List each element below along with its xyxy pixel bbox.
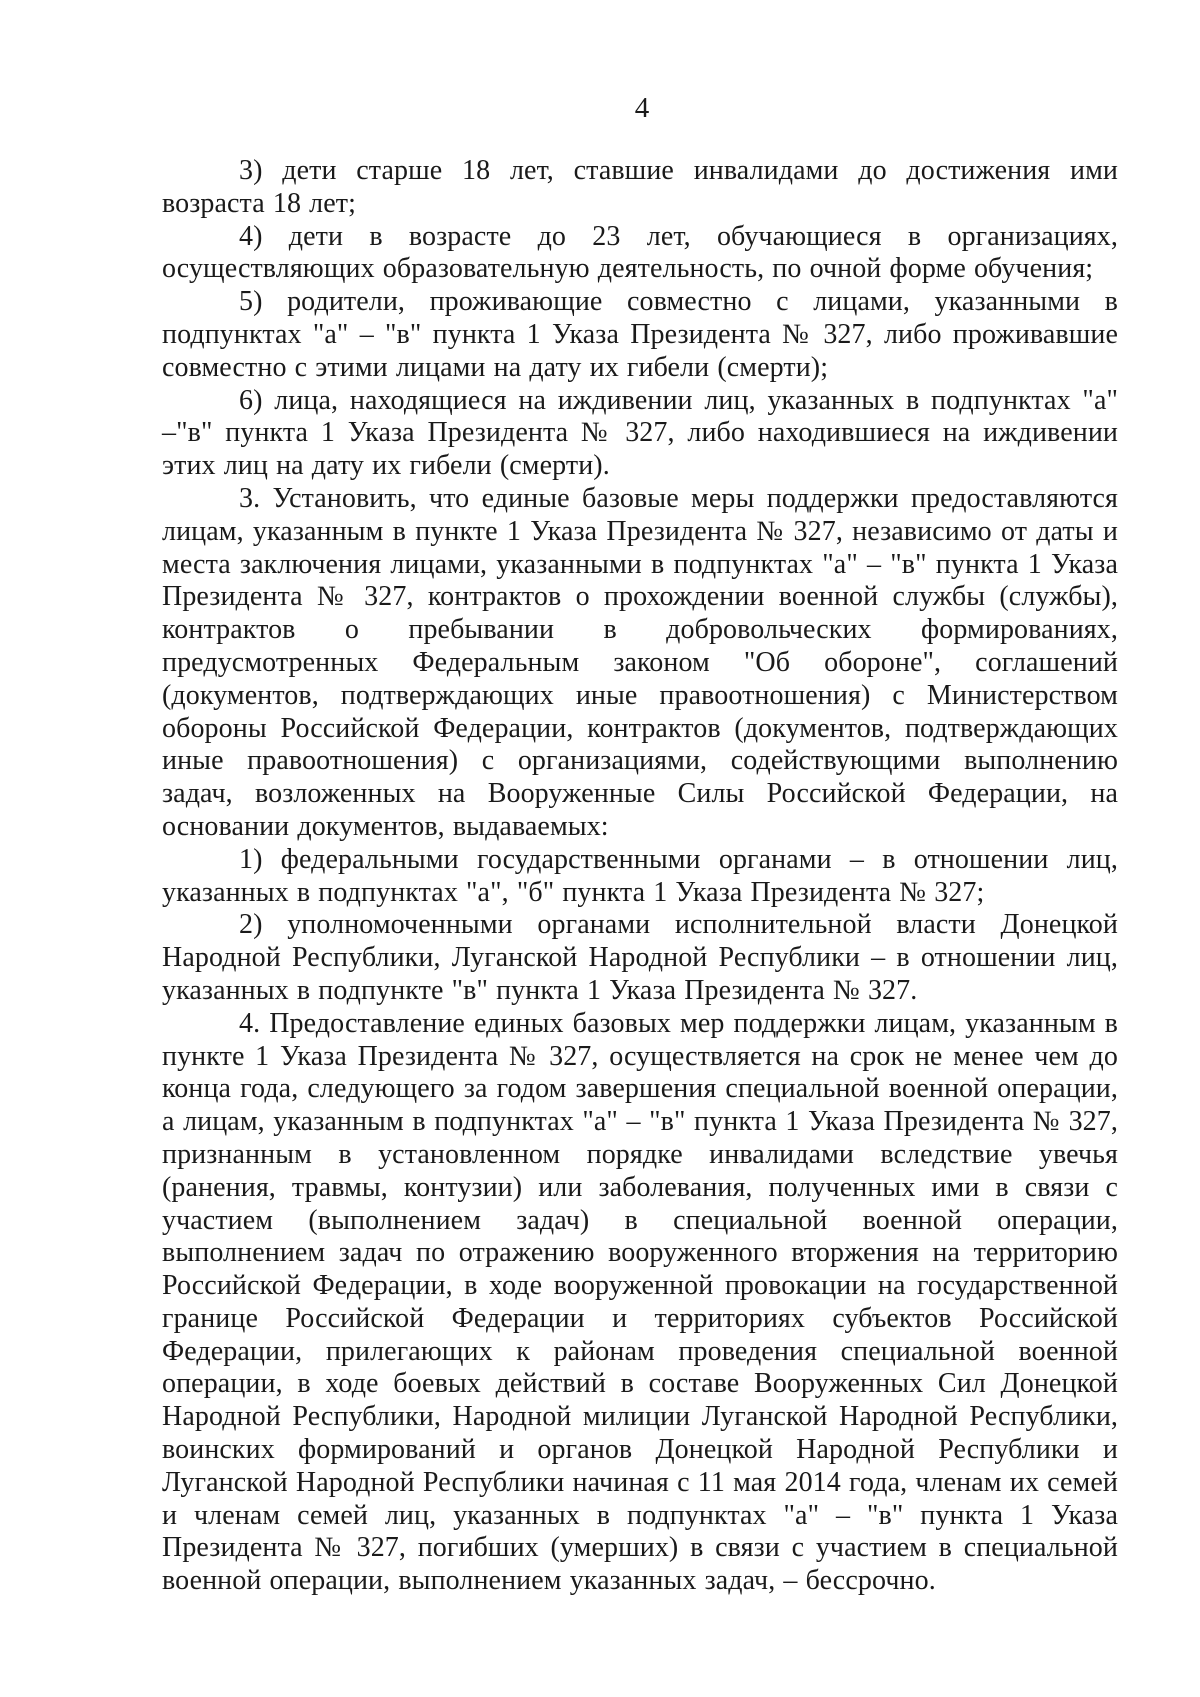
page-number: 4 — [634, 92, 650, 124]
paragraph-clause-3-item-1: 1) федеральными государственными органами – в отношении лиц, указанных в подпунктах "а", "б" пункта 1 Указа Президента № 327; — [162, 843, 1118, 908]
paragraph-item-4: 4) дети в возрасте до 23 лет, обучающиеся в организациях, осуществляющих образовательную деятельность, по очной форме обучения; — [162, 220, 1118, 285]
document-body — [162, 155, 1118, 1598]
paragraph-item-6: 6) лица, находящиеся на иждивении лиц, указанных в подпунктах "а" –"в" пункта 1 Указа Президента № 327, либо находившиеся на иждивении этих лиц на дату их гибели (смерти). — [162, 384, 1118, 482]
paragraph-clause-4: 4. Предоставление единых базовых мер поддержки лицам, указанным в пункте 1 Указа Президента № 327, осуществляется на срок не менее чем до конца года, следующего за годом завершения специальной военной операции, а лицам, указанным в подпунктах "а" – "в" пункта 1 Указа Президента № 327, признанным в установленном порядке инвалидами вследствие увечья (ранения, травмы, контузии) или заболевания, полученных ими в связи с участием (выполнением задач) в специальной военной операции, выполнением задач по отражению вооруженного вторжения на территорию Российской Федерации, в ходе вооруженной провокации на государственной границе Российской Федерации и территориях субъектов Российской Федерации, прилегающих к районам проведения специальной военной операции, в ходе боевых действий в составе Вооруженных Сил Донецкой Народной Республики, Народной милиции Луганской Народной Республики, воинских формирований и органов Донецкой Народной Республики и Луганской Народной Республики начиная с 11 мая 2014 года, членам их семей и членам семей лиц, указанных в подпунктах "а" – "в" пункта 1 Указа Президента № 327, погибших (умерших) в связи с участием в специальной военной операции, выполнением указанных задач, – бессрочно. — [162, 1007, 1118, 1597]
paragraph-item-5: 5) родители, проживающие совместно с лицами, указанными в подпунктах "а" – "в" пункта 1 Указа Президента № 327, либо проживавшие совместно с этими лицами на дату их гибели (смерти); — [162, 286, 1118, 383]
paragraph-clause-3-item-2: 2) уполномоченными органами исполнительной власти Донецкой Народной Республики, Луганской Народной Республики – в отношении лиц, указанных в подпункте "в" пункта 1 Указа Президента № 327. — [162, 909, 1118, 1006]
paragraph-clause-3: 3. Установить, что единые базовые меры поддержки предоставляются лицам, указанным в пункте 1 Указа Президента № 327, независимо от даты и места заключения лицами, указанными в подпунктах "а" – "в" пункта 1 Указа Президента № 327, контрактов о прохождении военной службы (службы), контрактов о пребывании в добровольческих формированиях, предусмотренных Федеральным законом "Об обороне", соглашений (документов, подтверждающих иные правоотношения) с Министерством обороны Российской Федерации, контрактов (документов, подтверждающих иные правоотношения) с организациями, содействующими выполнению задач, возложенных на Вооруженные Силы Российской Федерации, на основании документов, выдаваемых: — [162, 482, 1118, 842]
paragraph-item-3: 3) дети старше 18 лет, ставшие инвалидами до достижения ими возраста 18 лет; — [162, 155, 1118, 219]
